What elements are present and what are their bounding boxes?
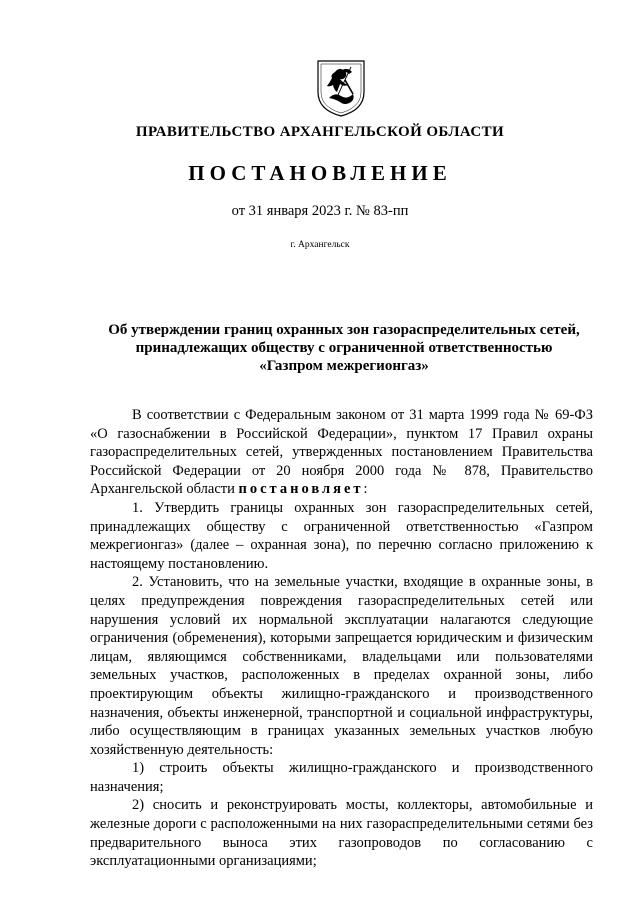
- title-line: принадлежащих обществу с ограниченной ответственностью: [135, 340, 553, 356]
- document-type: ПОСТАНОВЛЕНИЕ: [188, 161, 452, 185]
- arkhangelsk-coat-of-arms-icon: [315, 58, 367, 118]
- clause-2-paragraph: 2. Установить, что на земельные участки, входящие в охранные зоны, в целях предупреждения повреждения газораспределительных сетей или нарушения условий их нормальной эксплуатации налагаются следующие ограничения (обременения), которыми запрещается юридическим и физическим лицам, являющимся собственниками, владельцами или пользователями земельных участков, расположенных в пределах охранной зоны, либо проектирующим объекты жилищно-гражданского и производственного назначения, объекты инженерной, транспортной и социальной инфраструктуры, либо осуществляющим в границах указанных земельных участков любую хозяйственную деятельность:: [90, 574, 593, 758]
- preamble-colon: :: [363, 481, 368, 498]
- document-title: [96, 321, 592, 375]
- preamble-paragraph: [90, 406, 593, 499]
- title-line: Об утверждении границ охранных зон газораспределительных сетей,: [108, 322, 580, 338]
- organization-name: ПРАВИТЕЛЬСТВО АРХАНГЕЛЬСКОЙ ОБЛАСТИ: [135, 124, 505, 140]
- coat-of-arms-emblem: [315, 58, 367, 118]
- resolves-keyword: постановляет: [238, 481, 364, 498]
- document-date-number: от 31 января 2023 г. № 83-пп: [231, 203, 409, 219]
- title-line: «Газпром межрегионгаз»: [259, 358, 429, 374]
- document-city: г. Архангельск: [290, 240, 350, 250]
- subclause-1-paragraph: 1) строить объекты жилищно-гражданского и производственного назначения;: [90, 760, 593, 795]
- preamble-text: В соответствии с Федеральным законом от 31 марта 1999 года № 69-ФЗ «О газоснабжении в Российской Федерации», пунктом 17 Правил охраны газораспределительных сетей, утвержденных постановлением Правительства Российской Федерации от 20 ноября 2000 года № 878, Правительство Архангельской области: [90, 407, 593, 498]
- subclause-2-paragraph: 2) сносить и реконструировать мосты, коллекторы, автомобильные и железные дороги с расположенными на них газораспределительными сетями без предварительного выноса этих газопроводов по согласованию с эксплуатационными организациями;: [90, 797, 593, 870]
- document-body: [90, 406, 593, 871]
- clause-1-paragraph: 1. Утвердить границы охранных зон газораспределительных сетей, принадлежащих обществу с ограниченной ответственностью «Газпром межрегионгаз» (далее – охранная зона), по перечню согласно приложению к настоящему постановлению.: [90, 499, 593, 572]
